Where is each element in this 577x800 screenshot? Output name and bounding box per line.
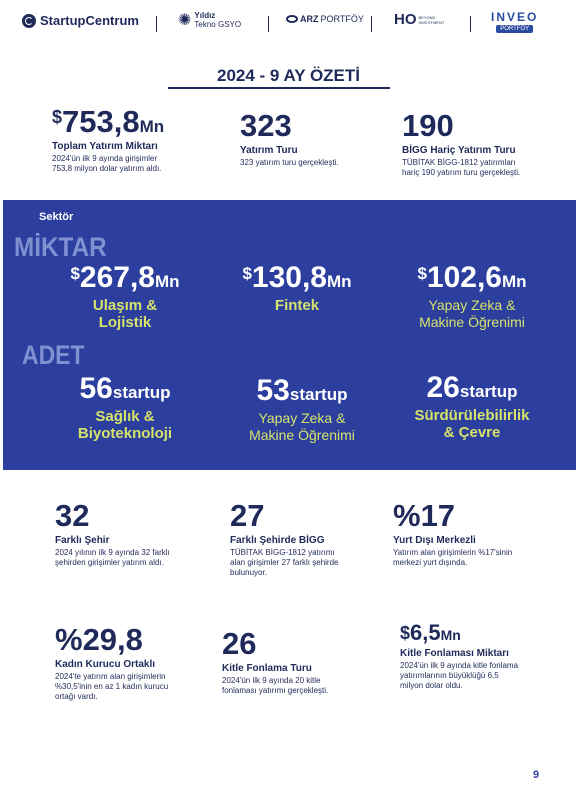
inveo-portfoy-logo [491,10,538,33]
stat-description: 2024'ün ilk 9 ayında 20 kitle fonlaması yatırımı gerçekleşti. [222,676,329,695]
logo-header [0,8,577,38]
sector-name: Fintek [274,297,320,314]
sector-label: Sektör [39,211,74,223]
inveo-logo-tag: PORTFÖY [496,25,533,33]
sector-name: Sağlık & Biyoteknoloji [77,408,173,442]
stat-value: %29,8 [55,622,143,657]
sector-count-item [382,373,562,441]
stat-label: Farklı Şehir [55,535,110,546]
stat-description: 2024'te yatırım alan girişimlerin %30,5'inin en az 1 kadın kurucu ortağı vardı. [55,672,169,701]
stat-label: Toplam Yatırım Miktarı [52,141,158,152]
yildiz-logo-line2: Tekno GSYO [194,20,242,29]
stat-cities-bigg [230,500,390,578]
stat-label: Yatırım Turu [240,145,298,156]
stat-value: 190 [402,108,454,143]
stat-value: 323 [240,108,292,143]
stat-different-cities [55,500,225,568]
sector-name: Yapay Zeka & Makine Öğrenimi [249,410,355,443]
sector-count-value: 56startup [79,372,171,405]
sector-amount-item [212,263,382,314]
globe-icon [22,14,36,28]
stat-value: %17 [393,498,456,533]
sector-count-value: 53startup [256,374,348,407]
stat-crowdfunding-amount [400,622,570,691]
stat-description: TÜBİTAK BİGG-1812 yatırımı alan girişimler 27 farklı şehirde bulunuyor. [230,548,339,577]
page-title: 2024 - 9 AY ÖZETİ [217,66,360,85]
sector-count-item [40,374,210,442]
stat-value: 26 [222,626,257,661]
stat-rounds-excl-bigg [402,110,572,178]
stat-label: Kitle Fonlama Turu [222,663,312,674]
sector-name: Ulaşım & Lojistik [92,297,158,331]
stat-description: 2024'ün ilk 9 ayında kitle fonlama yatırımlarının büyüklüğü 6,5 milyon dolar oldu. [400,661,519,690]
ho-logo-main: HO [394,11,417,28]
ring-icon [286,15,298,23]
stat-description: 323 yatırım turu gerçekleşti. [240,158,339,167]
stat-total-investment [52,106,222,174]
stat-label: Kadın Kurucu Ortaklı [55,659,156,670]
sector-name: Yapay Zeka & Makine Öğrenimi [419,297,525,330]
title-underline [168,87,390,89]
ho-logo-sub2: INVESTMENT [418,19,445,25]
stat-abroad-hq [393,500,568,568]
sector-amount-value: $267,8Mn [70,261,180,294]
sector-count-item [212,376,392,444]
ho-investment-logo [394,12,444,27]
star-icon: ✺ [178,11,192,29]
ghost-label-count: ADET [22,340,85,370]
inveo-logo-word: INVEO [491,10,539,24]
yildiz-logo-line1: Yıldız [194,11,216,20]
stat-label: Yurt Dışı Merkezli [393,535,476,546]
startupcentrum-logo-text: StartupCentrum [40,13,139,28]
yildiz-tekno-logo [178,11,241,29]
stat-crowdfunding-rounds [222,628,387,696]
stat-label: Farklı Şehirde BİGG [230,535,325,546]
stat-value: 32 [55,498,90,533]
logo-divider [470,16,471,32]
sector-amount-value: $102,6Mn [417,261,527,294]
stat-value: $6,5Mn [400,620,461,645]
sector-amount-item [382,263,562,331]
arz-logo-rest: PORTFÖY [320,14,364,24]
logo-divider [156,16,157,32]
stat-description: TÜBİTAK BİGG-1812 yatırımları hariç 190 yatırım turu gerçekleşti. [402,158,521,177]
stat-description: 2024 yılının ilk 9 ayında 32 farklı şehirden girişimler yatırım aldı. [55,548,170,567]
logo-divider [371,16,372,32]
stat-value: $753,8Mn [52,104,165,139]
stat-value: 27 [230,498,265,533]
logo-divider [268,16,269,32]
stat-investment-rounds [240,110,390,168]
ho-logo-sub1: BEYOND [418,14,436,20]
stat-female-founders [55,624,225,702]
stat-label: BİGG Hariç Yatırım Turu [402,145,516,156]
stat-label: Kitle Fonlaması Miktarı [400,648,509,659]
stat-description: 2024'ün ilk 9 ayında girişimler 753,8 milyon dolar yatırım aldı. [52,154,162,173]
startupcentrum-logo [22,13,139,28]
sector-amount-value: $130,8Mn [242,261,352,294]
sector-count-value: 26startup [426,371,518,404]
sector-amount-item [40,263,210,331]
stat-description: Yatırım alan girişimlerin %17'sinin merkezi yurt dışında. [393,548,513,567]
sector-name: Sürdürülebilirlik & Çevre [414,407,530,441]
ghost-label-amount: MİKTAR [14,232,107,262]
page-number: 9 [533,769,540,781]
arz-logo-bold: ARZ [300,14,319,24]
arz-portfoy-logo [286,14,364,24]
